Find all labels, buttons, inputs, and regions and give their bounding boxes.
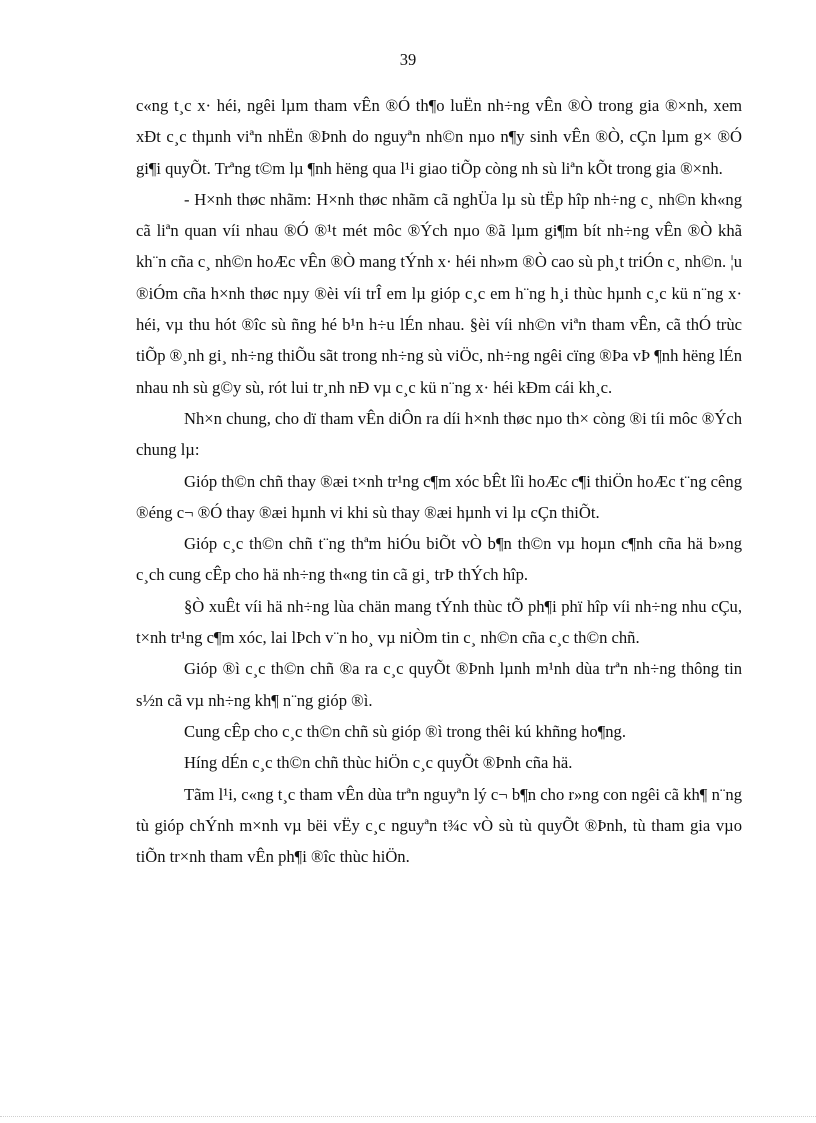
paragraph-family-intro: c«ng t¸c x· héi, ngêi lµm tham vÊn ®Ó th¶o luËn nh÷ng vÊn ®Ò trong gia ®×nh, xem xÐt c¸c thµnh viªn nhËn ®Þnh do nguyªn nh©n nµo n¶y sinh vÊn ®Ò, cÇn lµm g× ®Ó gi¶i quyÕt. Trªng t©m lµ ¶nh hëng qua l¹i giao tiÕp còng nh sù liªn kÕt trong gia ®×nh.	[136, 96, 742, 178]
paragraph-summary: Tãm l¹i, c«ng t¸c tham vÊn dùa trªn nguyªn lý c¬ b¶n cho r»ng con ngêi cã kh¶ n¨ng tù gióp chÝnh m×nh vµ bëi vËy c¸c nguyªn t¾c vÒ sù tù quyÕt ®Þnh, tù tham gia vµo tiÕn tr×nh tham vÊn ph¶i ®îc thùc hiÖn.	[136, 784, 742, 867]
paragraph-goal-decisions: Gióp ®ì c¸c th©n chñ ®a ra c¸c quyÕt ®Þnh lµnh m¹nh dùa trªn nh÷ng thông tin s½n cã vµ nh÷ng kh¶ n¨ng gióp ®ì.	[136, 659, 742, 710]
paragraph-goal-options: §Ò xuÊt víi hä nh÷ng lùa chän mang tÝnh thùc tÕ ph¶i phï hîp víi nh÷ng nhu cÇu, t×nh tr¹ng c¶m xóc, lai lÞch v¨n ho¸ vµ niÒm tin c¸ nh©n cña c¸c th©n chñ.	[136, 596, 742, 648]
paragraph-group-form: - H×nh thøc nhãm: H×nh thøc nhãm cã nghÜa lµ sù tËp hîp nh÷ng c¸ nh©n kh«ng cã liªn quan víi nhau ®Ó ®¹t mét môc ®Ých nµo ®ã lµm gi¶m bít nh÷ng vÊn ®Ò khã kh¨n cña c¸ nh©n hoÆc vÊn ®Ò mang tÝnh x· héi nh»m ®Ò cao sù ph¸t triÓn c¸ nh©n. ¦u ®iÓm cña h×nh thøc nµy ®èi víi trÎ em lµ gióp c¸c em h¨ng h¸i thùc hµnh c¸c kü n¨ng x· héi, vµ thu hót ®îc sù ñng hé b¹n h÷u lÉn nhau. §èi víi nh©n viªn tham vÊn, cã thÓ trùc tiÕp ®¸nh gi¸ nh÷ng thiÕu sãt trong nh÷ng sù viÖc, nh÷ng ngêi cïng ®Þa vÞ ¶nh hëng lÉn nhau nh sù g©y sù, rót lui tr¸nh nÐ vµ c¸c kü n¨ng x· héi kÐm cái kh¸c.	[136, 189, 742, 397]
paragraph-general-purpose: Nh×n chung, cho dï tham vÊn diÔn ra díi h×nh thøc nµo th× còng ®i tíi môc ®Ých chung lµ:	[136, 408, 742, 460]
paragraph-goal-understanding: Gióp c¸c th©n chñ t¨ng thªm hiÓu biÕt vÒ b¶n th©n vµ hoµn c¶nh cña hä b»ng c¸ch cung cÊp cho hä nh÷ng th«ng tin cã gi¸ trÞ thÝch hîp.	[136, 534, 742, 585]
paragraph-goal-emotion: Gióp th©n chñ thay ®æi t×nh tr¹ng c¶m xóc bÊt lîi hoÆc c¶i thiÖn hoÆc t¨ng cêng ®éng c¬ ®Ó thay ®æi hµnh vi khi sù thay ®æi hµnh vi lµ cÇn thiÕt.	[136, 471, 742, 522]
page-number: 39	[399, 50, 417, 69]
paragraph-goal-guidance: Híng dÉn c¸c th©n chñ thùc hiÖn c¸c quyÕt ®Þnh cña hä.	[184, 753, 573, 773]
body-text	[136, 90, 742, 872]
footer-divider	[0, 1116, 816, 1117]
paragraph-goal-crisis: Cung cÊp cho c¸c th©n chñ sù gióp ®ì trong thêi kú khñng ho¶ng.	[184, 721, 626, 741]
